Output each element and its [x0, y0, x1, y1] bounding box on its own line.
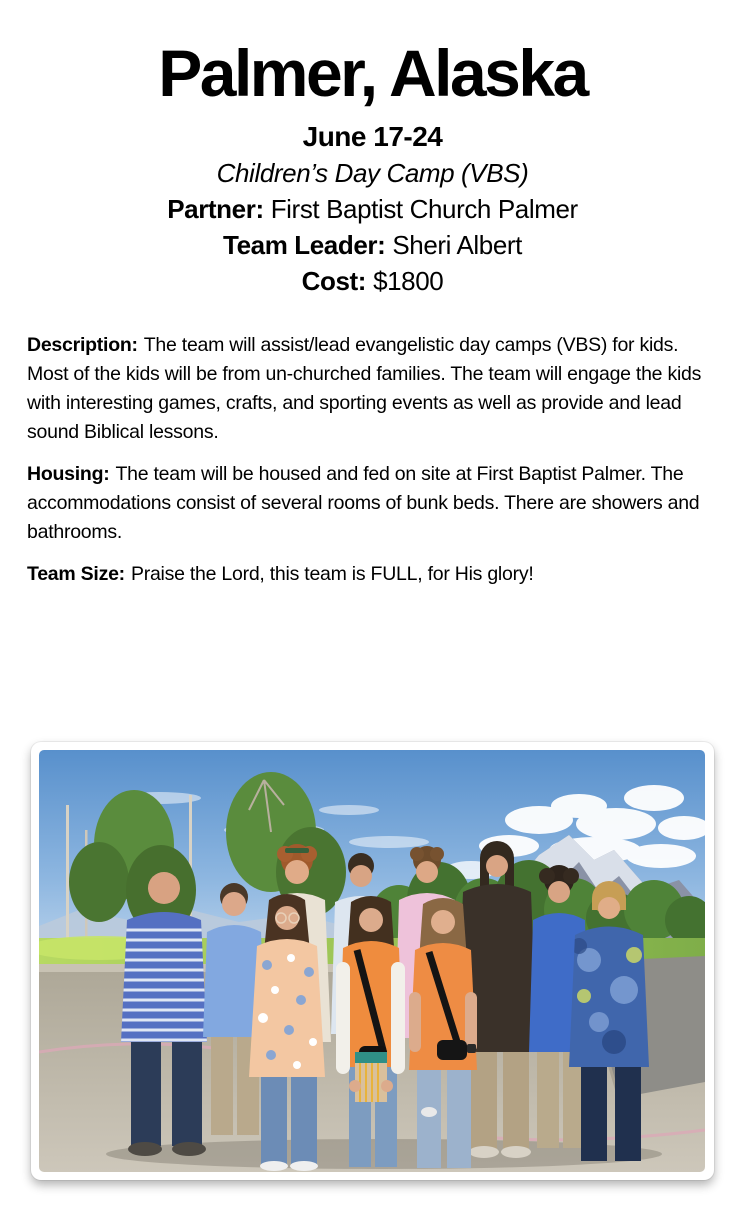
- cost-line: [0, 266, 745, 297]
- cost-label: Cost:: [301, 266, 367, 296]
- team-leader-line: [0, 230, 745, 261]
- partner-label: Partner:: [167, 194, 264, 224]
- team-size-text: Praise the Lord, this team is FULL, for His glory!: [130, 563, 534, 585]
- trip-dates: June 17-24: [302, 121, 443, 152]
- partner-line: [0, 194, 745, 225]
- housing-text: The team will be housed and fed on site at First Baptist Palmer. The accommodations consist of several rooms of bunk beds. There are showers and bathrooms.: [27, 463, 700, 543]
- description-paragraph: [27, 331, 718, 447]
- description-text: The team will assist/lead evangelistic day camps (VBS) for kids. Most of the kids will be from un-churched families. The team will engage the kids with interesting games, crafts, and sporting events as well as provide and lead sound Biblical lessons.: [27, 334, 702, 443]
- housing-label: Housing:: [27, 463, 110, 485]
- page-title: Palmer, Alaska: [158, 36, 587, 110]
- team-photo-frame: [31, 742, 714, 1180]
- event-type: Children’s Day Camp (VBS): [216, 158, 529, 188]
- team-size-label: Team Size:: [27, 563, 125, 585]
- housing-paragraph: [27, 460, 718, 547]
- partner-value: First Baptist Church Palmer: [270, 194, 578, 224]
- team-photo-scene: [39, 750, 705, 1172]
- cost-value: $1800: [373, 266, 444, 296]
- team-leader-value: Sheri Albert: [392, 230, 522, 260]
- body-content: [27, 331, 718, 589]
- description-label: Description:: [27, 334, 138, 356]
- team-size-paragraph: [27, 560, 718, 589]
- header: [0, 0, 745, 297]
- team-photo: [39, 750, 705, 1172]
- team-leader-label: Team Leader:: [223, 230, 386, 260]
